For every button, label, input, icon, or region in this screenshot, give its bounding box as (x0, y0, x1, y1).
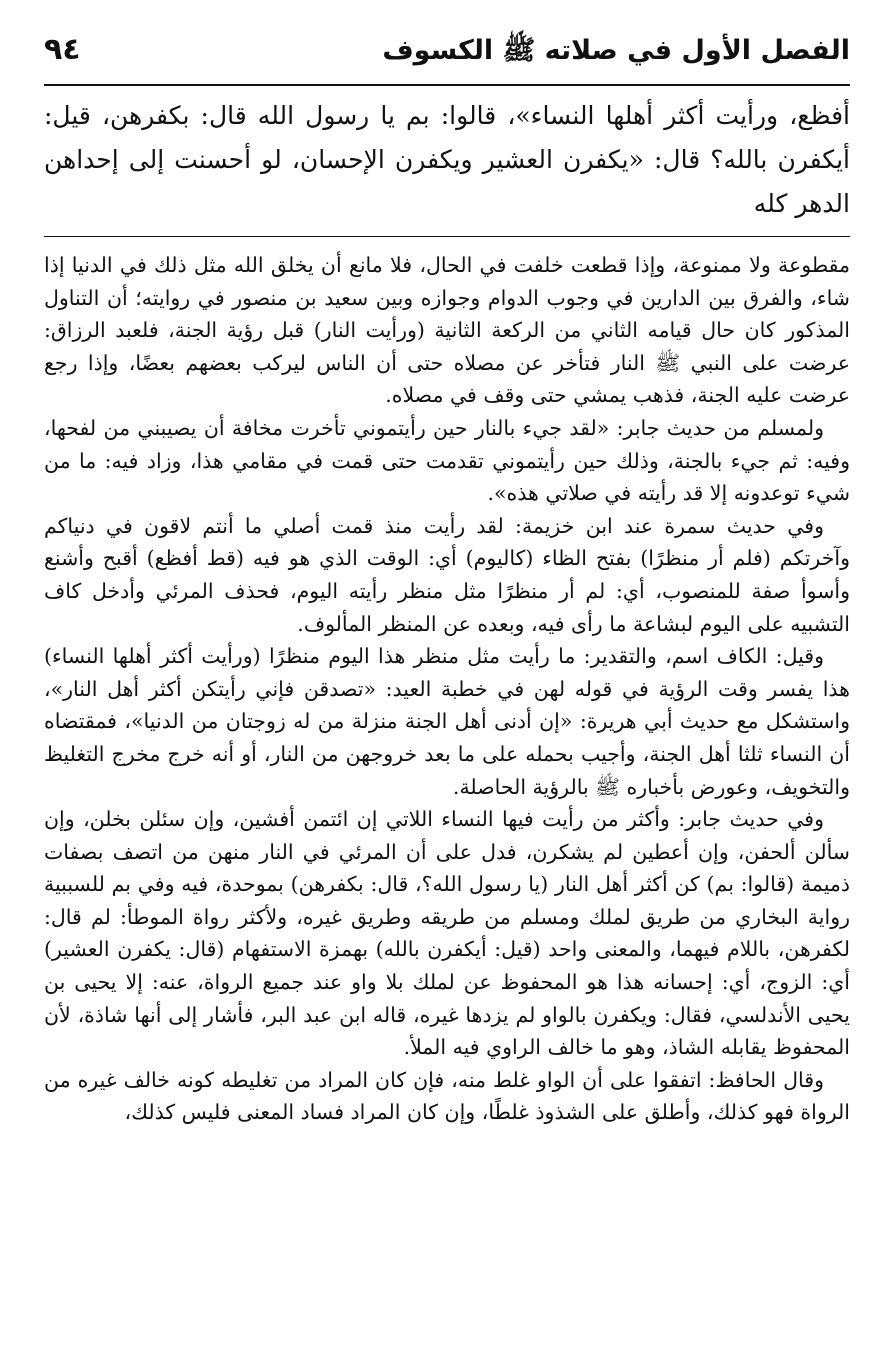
page-header (44, 32, 850, 86)
footnote-separator (44, 236, 850, 237)
main-text-paragraph: أفظع، ورأيت أكثر أهلها النساء»، قالوا: بم يا رسول الله قال: بكفرهن، قيل: أيكفرن بالله؟ قال: «يكفرن العشير ويكفرن الإحسان، لو أحسنت إلى إحداهن الدهر كله (44, 101, 850, 218)
page-number: ٩٤ (44, 32, 81, 67)
commentary-paragraph-2: ولمسلم من حديث جابر: «لقد جيء بالنار حين رأيتموني تأخرت مخافة أن يصيبني من لفحها، وفيه: ثم جيء بالجنة، وذلك حين رأيتموني تقدمت حتى قمت في مقامي هذا، وزاد فيه: ما من شيء توعدونه إلا قد رأيته في صلاتي هذه». (44, 415, 850, 506)
chapter-title: الفصل الأول في صلاته ﷺ الكسوف (382, 35, 850, 66)
commentary-paragraph-1: مقطوعة ولا ممنوعة، وإذا قطعت خلفت في الحال، فلا مانع أن يخلق الله مثل ذلك في الدنيا إذا شاء، والفرق بين الدارين في وجوب الدوام وجوازه وبين سعيد بن منصور في روايته؛ أن التناول المذكور كان حال قيامه الثاني من الركعة الثانية (ورأيت النار) قبل رؤية الجنة، فلعبد الرزاق: عرضت على النبي ﷺ النار فتأخر عن مصلاه حتى أن الناس ليركب بعضهم بعضًا، وإذا رجع عرضت عليه الجنة، فذهب يمشي حتى وقف في مصلاه. (44, 253, 850, 408)
book-page (44, 32, 850, 1342)
commentary-paragraph-5: وفي حديث جابر: وأكثر من رأيت فيها النساء اللاتي إن ائتمن أفشين، وإن سئلن بخلن، وإن سألن ألحفن، وإن أعطين لم يشكرن، فدل على أن المرئي في النار منهن من اتصف بصفات ذميمة (قالوا: بم) كن أكثر أهل النار (يا رسول الله؟، قال: بكفرهن) بموحدة، فيه وفي بم للسببية رواية البخاري من طريق لملك ومسلم من طريقه وطريق غيره، ولأكثر رواة الموطأ: لم قال: لكفرهن، باللام فيهما، والمعنى واحد (قيل: أيكفرن بالله) بهمزة الاستفهام (قال: يكفرن العشير) أي: الزوج، أي: إحسانه هذا هو المحفوظ عن لملك بلا واو عند جميع الرواة، عنه: إلا يحيى بن يحيى الأندلسي، فقال: ويكفرن بالواو لم يزدها غيره، قاله ابن عبد البر، فأشار إلى أنها شاذة، لأن المحفوظ يقابله الشاذ، وهو ما خالف الراوي فيه الملأ. (44, 807, 850, 1060)
main-text (44, 94, 850, 226)
commentary-paragraph-6: وقال الحافظ: اتفقوا على أن الواو غلط منه، فإن كان المراد من تغليطه كونه خالف غيره من الرواة فهو كذلك، وأطلق على الشذوذ غلطًا، وإن كان المراد فساد المعنى فليس كذلك، (44, 1067, 850, 1125)
commentary-paragraph-4: وقيل: الكاف اسم، والتقدير: ما رأيت مثل منظر هذا اليوم منظرًا (ورأيت أكثر أهلها النساء) هذا يفسر وقت الرؤية في قوله لهن في خطبة العيد: «تصدقن فإني رأيتكن أكثر أهل النار»، واستشكل مع حديث أبي هريرة: «إن أدنى أهل الجنة منزلة من له زوجتان من الدنيا»، فمقتضاه أن النساء ثلثا أهل الجنة، وأجيب بحمله على ما بعد خروجهن من النار، أو أنه خرج مخرج التغليظ والتخويف، وعورض بأخباره ﷺ بالرؤية الحاصلة. (44, 644, 850, 799)
commentary (44, 249, 850, 1129)
commentary-paragraph-3: وفي حديث سمرة عند ابن خزيمة: لقد رأيت منذ قمت أصلي ما أنتم لاقون في دنياكم وآخرتكم (فلم أر منظرًا) بفتح الظاء (كاليوم) أي: الوقت الذي هو فيه (قط أفظع) أقبح وأشنع وأسوأ صفة للمنصوب، أي: لم أر منظرًا مثل منظر رأيته اليوم، فحذف المرئي وأدخل كاف التشبيه على اليوم لبشاعة ما رأى فيه، وبعده عن المنظر المألوف. (44, 513, 850, 636)
